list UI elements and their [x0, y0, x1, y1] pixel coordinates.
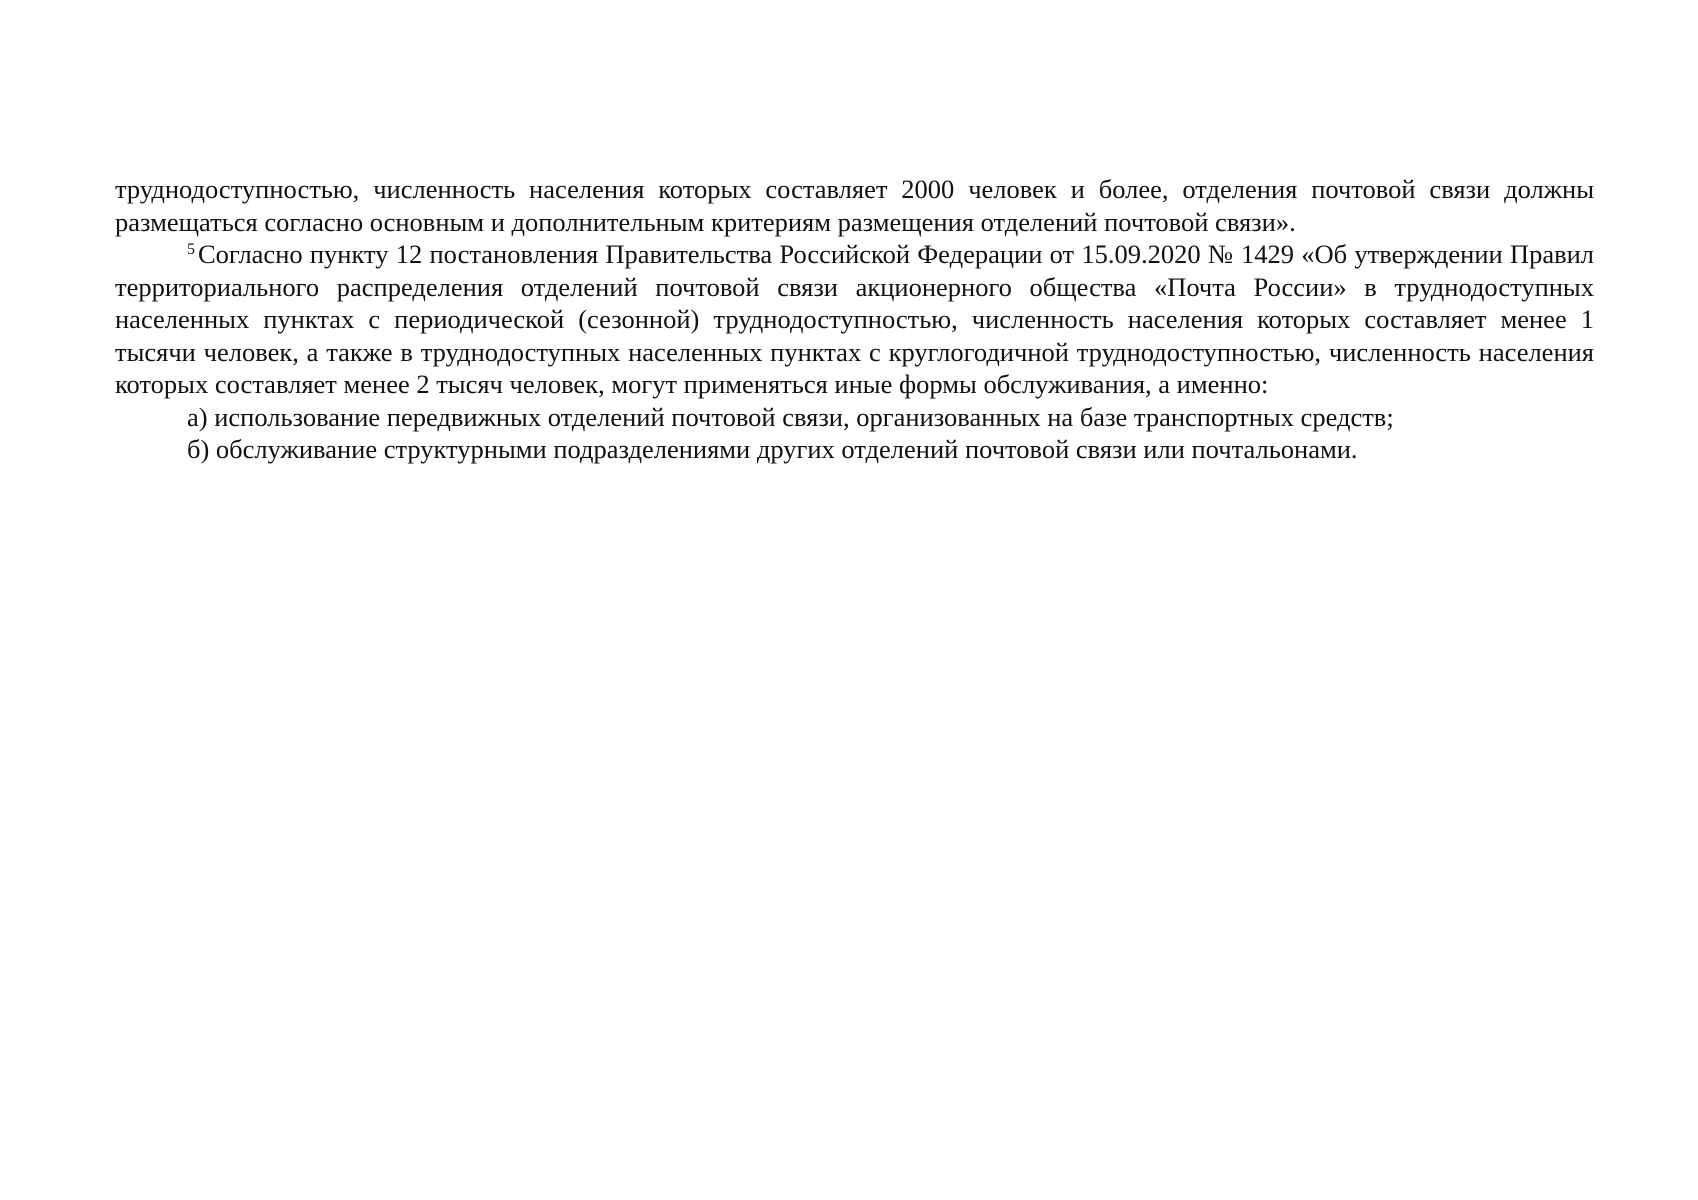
continuation-paragraph: труднодоступностью, численность населения которых составляет 2000 человек и более, отделения почтовой связи должны размещаться согласно основным и дополнительным критериям размещения отделений почтовой связи».: [115, 174, 1594, 237]
list-item-a: а) использование передвижных отделений почтовой связи, организованных на базе транспортных средств;: [187, 401, 1394, 432]
list-item-b: б) обслуживание структурными подразделениями других отделений почтовой связи или почтальонами.: [187, 434, 1358, 464]
footnote-marker: 5: [187, 241, 195, 258]
footnote-paragraph: [115, 238, 1594, 401]
footnote-text: Согласно пункту 12 постановления Правительства Российской Федерации от 15.09.2020 № 1429 «Об утверждении Правил территориального распределения отделений почтовой связи акционерного общества «Почта России» в труднодоступных населенных пунктах с периодической (сезонной) труднодоступностью, численность населения которых составляет менее 1 тысячи человек, а также в труднодоступных населенных пунктах с круглогодичной труднодоступностью, численность населения которых составляет менее 2 тысяч человек, могут применяться иные формы обслуживания, а именно:: [115, 239, 1594, 399]
document-body: [115, 173, 1594, 466]
